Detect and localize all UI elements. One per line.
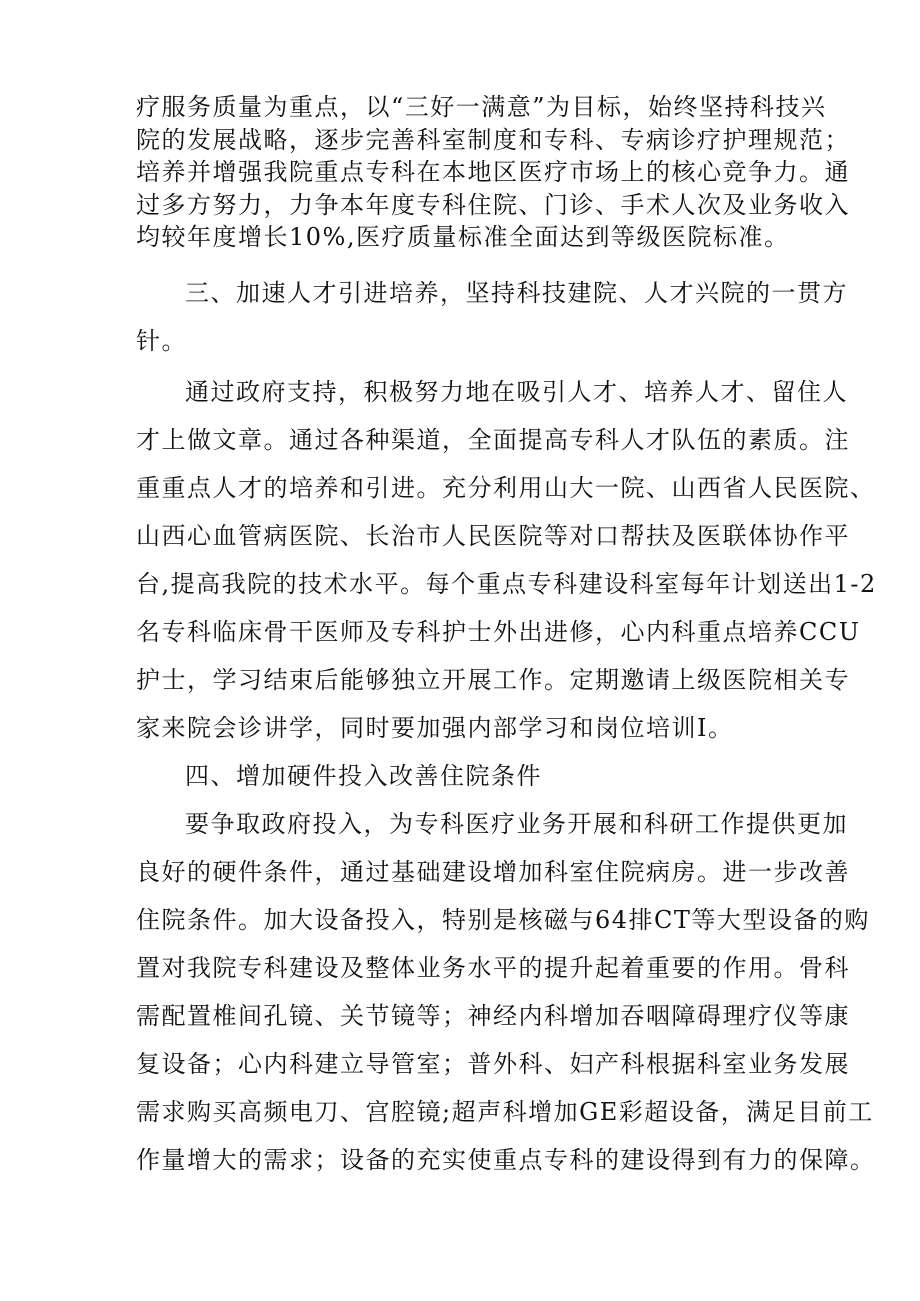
heading-line: 针。 [136, 326, 187, 355]
section-heading-talent [136, 269, 848, 365]
paragraph-hardware [136, 800, 876, 1184]
text-line: 台,提高我院的技术水平。每个重点专科建设科室每年计划送出1-2 [136, 569, 877, 598]
text-line: 护士，学习结束后能够独立开展工作。定期邀请上级医院相关专 [136, 665, 850, 694]
text-line: 需配置椎间孔镜、关节镜等；神经内科增加吞咽障碍理疗仪等康 [136, 1001, 850, 1030]
text-line: 要争取政府投入，为专科医疗业务开展和科研工作提供更加 [185, 809, 848, 838]
text-line: 过多方努力，力争本年度专科住院、门诊、手术人次及业务收入 [136, 190, 850, 219]
text-line: 需求购买高频电刀、宫腔镜;超声科增加GE彩超设备，满足目前工 [136, 1097, 874, 1126]
text-line: 家来院会诊讲学，同时要加强内部学习和岗位培训I。 [136, 713, 734, 742]
text-line: 名专科临床骨干医师及专科护士外出进修，心内科重点培养CCU [136, 617, 861, 646]
paragraph-talent [136, 368, 877, 752]
document-body [136, 91, 877, 1184]
section-heading-hardware [136, 752, 796, 800]
text-line: 复设备；心内科建立导管室；普外科、妇产科根据科室业务发展 [136, 1049, 850, 1078]
text-line: 置对我院专科建设及整体业务水平的提升起着重要的作用。骨科 [136, 953, 850, 982]
text-line: 均较年度增长10%,医疗质量标准全面达到等级医院标准。 [136, 223, 790, 251]
text-line: 住院条件。加大设备投入，特别是核磁与64排CT等大型设备的购 [136, 905, 870, 934]
text-line: 良好的硬件条件，通过基础建设增加科室住院病房。进一步改善 [136, 857, 850, 886]
text-line: 作量增大的需求；设备的充实使重点专科的建设得到有力的保障。 [136, 1145, 876, 1174]
heading-line: 四、增加硬件投入改善住院条件 [185, 761, 542, 790]
text-line: 重重点人才的培养和引进。充分利用山大一院、山西省人民医院、 [136, 473, 876, 502]
heading-line: 三、加速人才引进培养，坚持科技建院、人才兴院的一贯方 [185, 278, 848, 307]
text-line: 山西心血管病医院、长治市人民医院等对口帮扶及医联体协作平 [136, 521, 850, 550]
text-line: 才上做文章。通过各种渠道，全面提高专科人才队伍的素质。注 [136, 425, 850, 454]
text-line: 疗服务质量为重点，以“三好一满意”为目标，始终坚持科技兴 [136, 93, 827, 121]
text-line: 培养并增强我院重点专科在本地区医疗市场上的核心竞争力。通 [136, 158, 850, 186]
paragraph-quality-goals [136, 91, 850, 254]
text-line: 院的发展战略，逐步完善科室制度和专科、专病诊疗护理规范； [136, 125, 850, 154]
text-line: 通过政府支持，积极努力地在吸引人才、培养人才、留住人 [185, 377, 848, 406]
